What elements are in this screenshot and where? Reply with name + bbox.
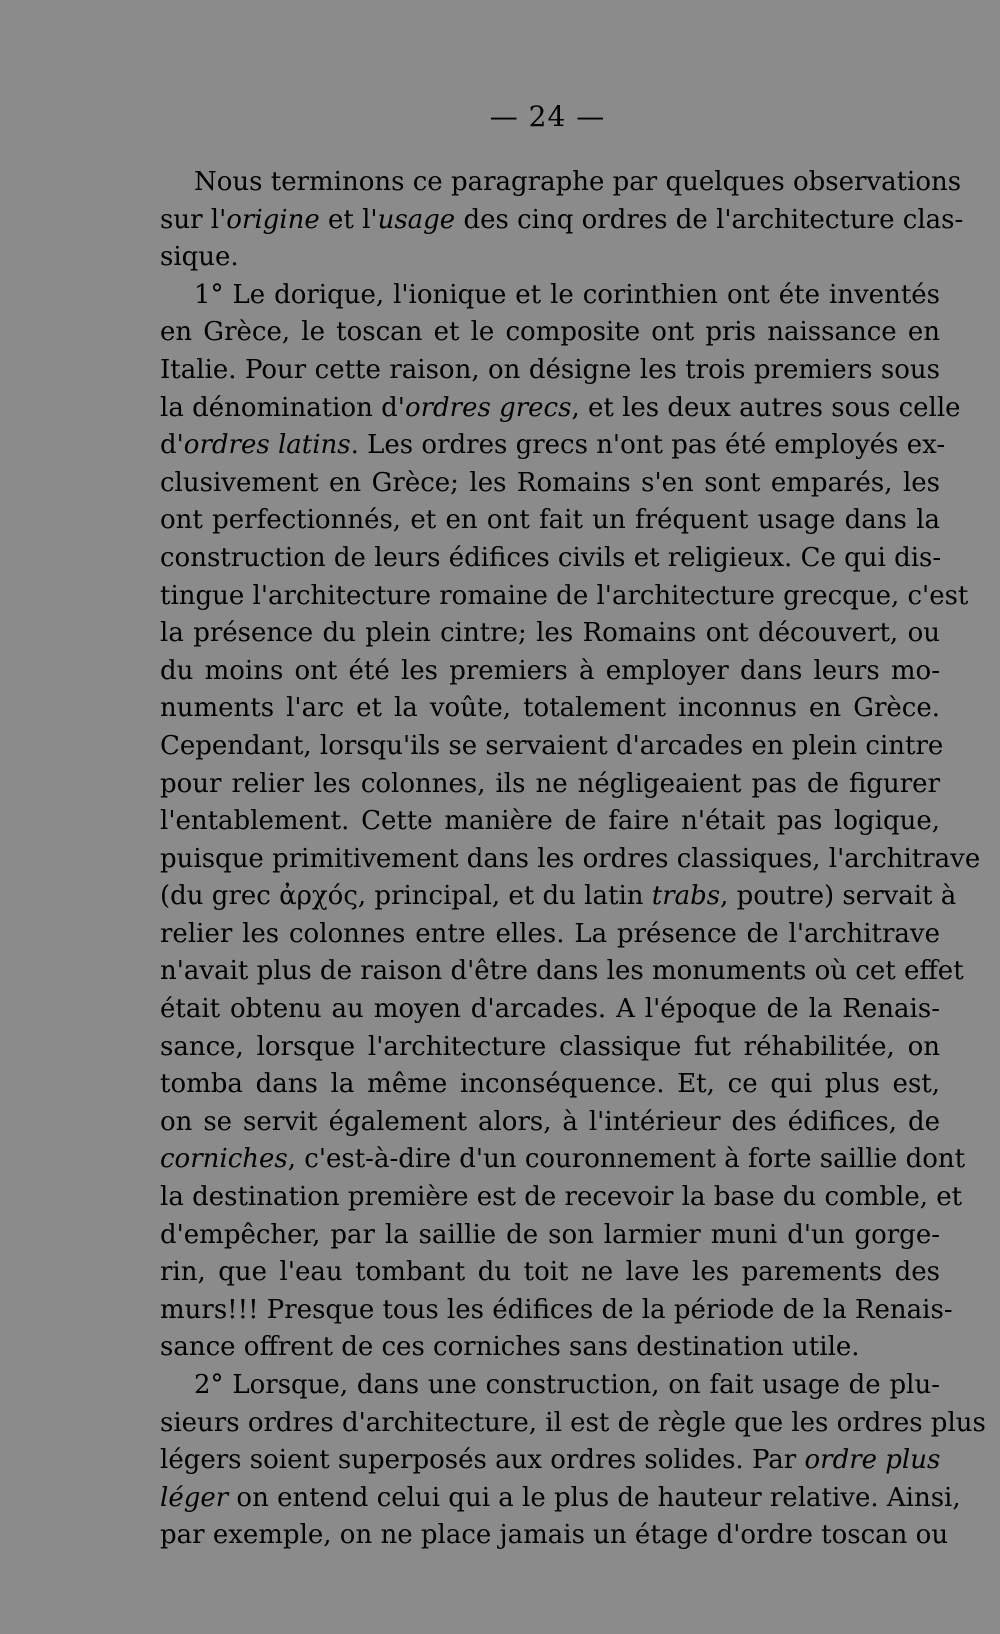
text-line: sance offrent de ces corniches sans destination utile. xyxy=(160,1332,860,1363)
text-line: était obtenu au moyen d'arcades. A l'époque de la Renais- xyxy=(160,994,940,1025)
text-line: sance, lorsque l'architecture classique fut réhabilitée, on xyxy=(160,1031,940,1062)
text-line: par exemple, on ne place jamais un étage d'ordre toscan ou xyxy=(160,1520,949,1551)
text-line: la destination première est de recevoir la base du comble, et xyxy=(160,1182,963,1213)
text-line: la dénomination d'ordres grecs, et les deux autres sous celle xyxy=(160,392,961,423)
text-line: du moins ont été les premiers à employer dans leurs mo- xyxy=(160,655,940,686)
text-line: numents l'arc et la voûte, totalement inconnus en Grèce. xyxy=(160,693,940,724)
text-line: tingue l'architecture romaine de l'architecture grecque, c'est xyxy=(160,580,969,611)
body-text xyxy=(160,164,986,1555)
text-line: léger on entend celui qui a le plus de hauteur relative. Ainsi, xyxy=(160,1482,961,1513)
text-line: n'avait plus de raison d'être dans les monuments où cet effet xyxy=(160,956,964,987)
text-line: (du grec ἀρχός, principal, et du latin trabs, poutre) servait à xyxy=(160,881,957,912)
text-line: sique. xyxy=(160,242,239,273)
text-line: sur l'origine et l'usage des cinq ordres de l'architecture clas- xyxy=(160,204,964,235)
text-line: d'ordres latins. Les ordres grecs n'ont pas été employés ex- xyxy=(160,430,946,461)
text-line: en Grèce, le toscan et le composite ont pris naissance en xyxy=(160,317,940,348)
text-line: tomba dans la même inconséquence. Et, ce qui plus est, xyxy=(160,1069,940,1100)
text-line: 1° Le dorique, l'ionique et le corinthien ont éte inventés xyxy=(194,279,940,310)
text-line: la présence du plein cintre; les Romains ont découvert, ou xyxy=(160,618,940,649)
text-line: légers soient superposés aux ordres solides. Par ordre plus xyxy=(160,1445,941,1476)
text-line: 2° Lorsque, dans une construction, on fait usage de plu- xyxy=(194,1370,940,1400)
text-line: relier les colonnes entre elles. La présence de l'architrave xyxy=(160,918,940,949)
text-line: rin, que l'eau tombant du toit ne lave les parements des xyxy=(160,1257,940,1288)
text-line: ont perfectionnés, et en ont fait un fréquent usage dans la xyxy=(160,505,940,536)
text-line: pour relier les colonnes, ils ne négligeaient pas de figurer xyxy=(160,768,940,799)
text-line: clusivement en Grèce; les Romains s'en sont emparés, les xyxy=(160,467,940,498)
text-line: d'empêcher, par la saillie de son larmier muni d'un gorge- xyxy=(160,1219,940,1250)
text-line: construction de leurs édifices civils et religieux. Ce qui dis- xyxy=(160,542,942,573)
text-line: sieurs ordres d'architecture, il est de règle que les ordres plus xyxy=(160,1407,986,1438)
text-line: puisque primitivement dans les ordres classiques, l'architrave xyxy=(160,843,981,874)
text-line: Cependant, lorsqu'ils se servaient d'arcades en plein cintre xyxy=(160,730,944,761)
text-line: Nous terminons ce paragraphe par quelques observations xyxy=(194,167,962,197)
text-line: murs!!! Presque tous les édifices de la période de la Renais- xyxy=(160,1294,953,1325)
text-line: corniches, c'est-à-dire d'un couronnement à forte saillie dont xyxy=(160,1144,966,1175)
text-line: on se servit également alors, à l'intérieur des édifices, de xyxy=(160,1106,940,1137)
text-line: l'entablement. Cette manière de faire n'était pas logique, xyxy=(160,806,940,837)
text-line: Italie. Pour cette raison, on désigne les trois premiers sous xyxy=(160,354,940,385)
page-number: — 24 — xyxy=(489,100,606,133)
